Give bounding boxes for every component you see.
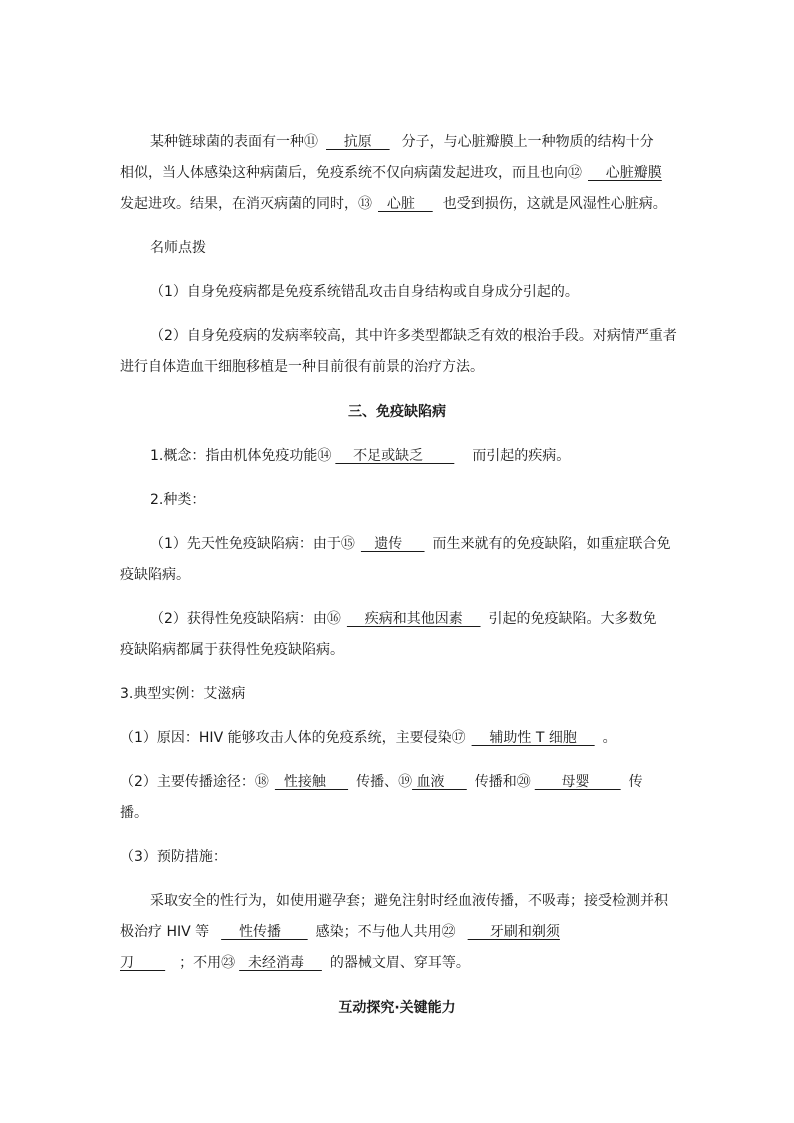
type2-line2: 疫缺陷病都属于获得性免疫缺陷病。 [120, 642, 344, 658]
prevent-line3: 刀 ；不用㉓ 未经消毒 的器械文眉、穿耳等。 [120, 955, 470, 971]
prevent-line2: 极治疗 HIV 等 性传播 感染；不与他人共用㉒ 牙刷和剃须 [120, 924, 560, 940]
section-heading-deficiency: 三、免疫缺陷病 [348, 404, 446, 420]
para-autoimmune-line1: 某种链球菌的表面有一种⑪ 抗原 分子，与心脏瓣膜上一种物质的结构十分 [150, 134, 654, 150]
type1-line1: （1）先天性免疫缺陷病：由于⑮ 遗传 而生来就有的免疫缺陷，如重症联合免 [150, 536, 671, 552]
answer-19: 血液 [412, 774, 467, 790]
answer-21: 性传播 [221, 924, 308, 940]
types-title: 2.种类： [150, 492, 206, 508]
concept-line: 1.概念：指由机体免疫功能⑭ 不足或缺乏 而引起的疾病。 [150, 448, 571, 464]
prevent-title: （3）预防措施： [120, 849, 227, 865]
answer-22: 牙刷和剃须 [467, 924, 560, 940]
answer-17: 辅助性 T 细胞 [471, 730, 595, 746]
tip-2-line1: （2）自身免疫病的发病率较高，其中许多类型都缺乏有效的根治手段。对病情严重者 [150, 328, 677, 344]
tips-title: 名师点拨 [150, 240, 206, 256]
tip-2-line2: 进行自体造血干细胞移植是一种目前很有前景的治疗方法。 [120, 359, 484, 375]
type2-line1: （2）获得性免疫缺陷病：由⑯ 疾病和其他因素 引起的免疫缺陷。大多数免 [150, 611, 657, 627]
answer-13: 心脏 [378, 196, 433, 212]
aids-route-line1: （2）主要传播途径：⑱ 性接触 传播、⑲ 血液 传播和⑳ 母婴 传 [120, 774, 643, 790]
answer-14: 不足或缺乏 [335, 448, 455, 464]
answer-23: 未经消毒 [239, 955, 322, 971]
next-section-heading: 互动探究·关键能力 [338, 1000, 456, 1016]
aids-cause: （1）原因：HIV 能够攻击人体的免疫系统，主要侵染⑰ 辅助性 T 细胞 。 [120, 730, 617, 746]
type1-line2: 疫缺陷病。 [120, 567, 190, 583]
para-autoimmune-line2: 相似，当人体感染这种病菌后，免疫系统不仅向病菌发起进攻，而且也向⑫ 心脏瓣膜 [120, 165, 662, 181]
prevent-line1: 采取安全的性行为，如使用避孕套；避免注射时经血液传播，不吸毒；接受检测并积 [150, 893, 668, 909]
aids-route-line2: 播。 [120, 805, 148, 821]
answer-15: 遗传 [360, 536, 425, 552]
tip-1: （1）自身免疫病都是免疫系统错乱攻击自身结构或自身成分引起的。 [150, 284, 579, 300]
answer-20: 母婴 [534, 774, 621, 790]
para-autoimmune-line3: 发起进攻。结果，在消灭病菌的同时，⑬ 心脏 也受到损伤，这就是风湿性心脏病。 [120, 196, 667, 212]
answer-12: 心脏瓣膜 [588, 165, 662, 181]
answer-16: 疾病和其他因素 [346, 611, 481, 627]
answer-18: 性接触 [274, 774, 349, 790]
aids-title: 3.典型实例：艾滋病 [120, 686, 246, 702]
answer-22-continued: 刀 [120, 955, 166, 971]
answer-11: 抗原 [326, 134, 390, 150]
